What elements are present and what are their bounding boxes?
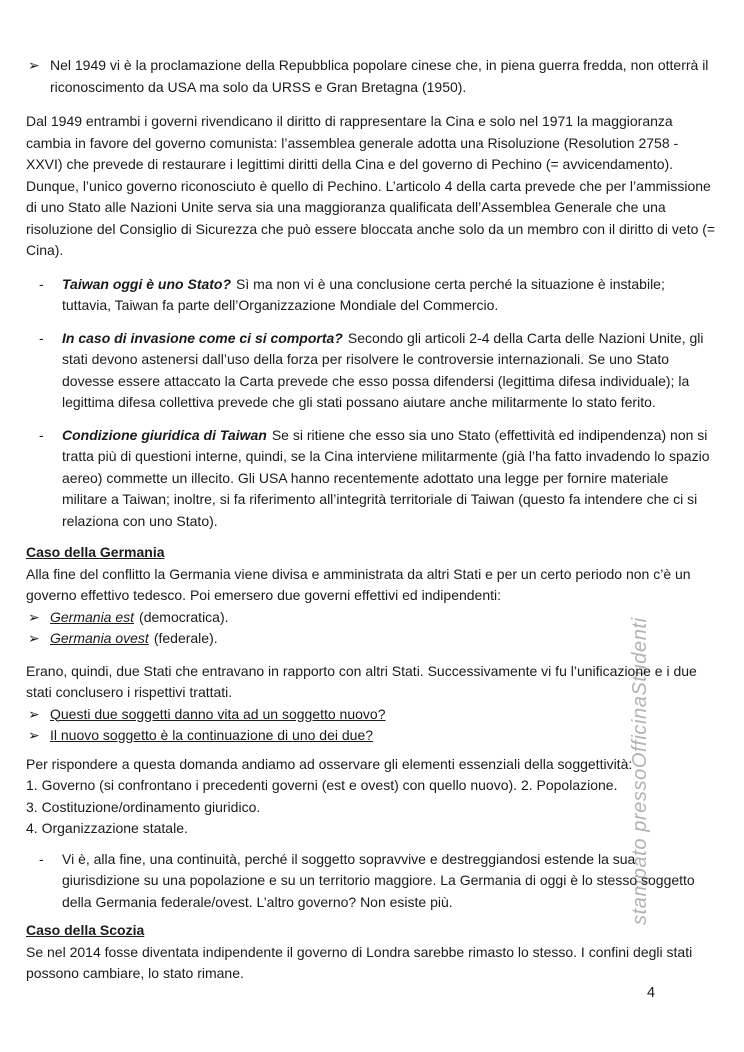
germany-intro-paragraph: Alla fine del conflitto la Germania viene divisa e amministrata da altri Stati e per un certo periodo non c’è un governo effettivo tedesco. Poi emersero due governi effettivi ed indipendenti: xyxy=(26,565,691,603)
qa-question: Taiwan oggi è uno Stato? xyxy=(62,275,232,292)
arrow-bullet-icon: ➢ xyxy=(28,727,40,743)
criteria-line: 3. Costituzione/ordinamento giuridico. xyxy=(26,798,261,815)
qa-question: Condizione giuridica di Taiwan xyxy=(62,426,267,443)
qa-answer: Se si ritiene che esso sia uno Stato (effettività ed indipendenza) non si tratta più di questioni interne, quindi, se la Cina interviene militarmente (già l’ha fatto invadendo lo spazio aereo) commette un illecito. Gli USA hanno recentemente adottato una legge per fornire materiale militare a Taiwan; inoltre, si fa riferimento all’integrità territoriale di Taiwan (questo fa intendere che ci si relaziona con uno Stato). xyxy=(62,426,710,529)
dash-bullet-icon: - xyxy=(39,426,44,443)
criteria-line: 4. Organizzazione statale. xyxy=(26,820,188,836)
qa-item-invasion xyxy=(26,328,716,414)
arrow-bullet-icon: ➢ xyxy=(28,630,40,646)
question-text: Questi due soggetti danno vita ad un soggetto nuovo? xyxy=(50,705,386,722)
proclamation-text: Nel 1949 vi è la proclamazione della Repubblica popolare cinese che, in piena guerra fredda, non otterrà il riconoscimento da USA ma solo da URSS e Gran Bretagna (1950). xyxy=(50,57,709,95)
germany-conclusion-bullet xyxy=(26,849,716,914)
qa-item-taiwan-state xyxy=(26,274,716,317)
qa-item-legal-condition xyxy=(26,425,716,533)
question-new-subject xyxy=(26,704,716,726)
scotland-section-heading: Caso della Scozia xyxy=(26,922,145,938)
dash-bullet-icon: - xyxy=(39,850,44,867)
dash-bullet-icon: - xyxy=(39,275,44,292)
scotland-paragraph: Se nel 2014 fosse diventata indipendente il governo di Londra sarebbe rimasto lo stesso. I confini degli stati possono cambiare, lo stato rimane. xyxy=(26,943,693,981)
watermark: stampato pressoOfficinaStudenti xyxy=(629,617,651,925)
page-number: 4 xyxy=(647,985,656,1001)
government-descriptor: (federale). xyxy=(153,630,218,646)
arrow-bullet-icon: ➢ xyxy=(28,57,40,73)
un-representation-paragraph: Dal 1949 entrambi i governi rivendicano il diritto di rappresentare la Cina e solo nel 1971 la maggioranza cambia in favore del governo comunista: l’assemblea generale adotta una Risoluzione (Resolution 2758 - XXVI) che prevede di restaurare i legittimi diritti della Cina e del governo di Pechino (= avvicendamento). Dunque, l’unico governo riconosciuto è quello di Pechino. L’articolo 4 della carta prevede che per l’ammissione di uno Stato alle Nazioni Unite serva sia una maggioranza qualificata dell’Assemblea Generale che una risoluzione del Consiglio di Sicurezza che può essere bloccata anche solo da un membro con il diritto di veto (= Cina). xyxy=(26,113,716,258)
question-continuation xyxy=(26,725,716,747)
dash-bullet-icon: - xyxy=(39,329,44,346)
qa-question: In caso di invasione come ci si comporta? xyxy=(62,329,343,346)
proclamation-bullet xyxy=(26,55,716,98)
government-descriptor: (democratica). xyxy=(139,608,229,625)
criteria-intro: Per rispondere a questa domanda andiamo ad osservare gli elementi essenziali della soggettività: xyxy=(26,755,633,772)
arrow-bullet-icon: ➢ xyxy=(28,705,40,722)
arrow-bullet-icon: ➢ xyxy=(28,608,40,625)
government-name: Germania ovest xyxy=(50,630,149,646)
question-text: Il nuovo soggetto è la continuazione di uno dei due? xyxy=(50,727,374,743)
unification-paragraph: Erano, quindi, due Stati che entravano in rapporto con altri Stati. Successivamente vi fu l’unificazione e i due stati conclusero i rispettivi trattati. xyxy=(26,662,697,700)
germany-west-bullet xyxy=(26,628,716,650)
government-name: Germania est xyxy=(50,608,135,625)
qa-answer: Sì ma non vi è una conclusione certa perché la situazione è instabile; tuttavia, Taiwan fa parte dell’Organizzazione Mondiale del Commercio. xyxy=(62,275,665,313)
germany-section-heading: Caso della Germania xyxy=(26,544,165,560)
conclusion-text: Vi è, alla fine, una continuità, perché il soggetto sopravvive e destreggiandosi estende la sua giurisdizione su una popolazione e su un territorio maggiore. La Germania di oggi è lo stesso soggetto della Germania federale/ovest. L’altro governo? Non esiste più. xyxy=(62,850,695,910)
criteria-line: 1. Governo (si confrontano i precedenti governi (est e ovest) con quello nuovo). 2. Popolazione. xyxy=(26,777,618,793)
qa-answer: Secondo gli articoli 2-4 della Carta delle Nazioni Unite, gli stati devono astenersi dall’uso della forza per risolvere le controversie internazionali. Se uno Stato dovesse essere attaccato la Carta prevede che esso possa difendersi (legittima difesa individuale); la legittima difesa collettiva prevede che gli stati possano aiutare anche militarmente lo stato ferito. xyxy=(62,329,704,410)
germany-east-bullet xyxy=(26,607,716,629)
